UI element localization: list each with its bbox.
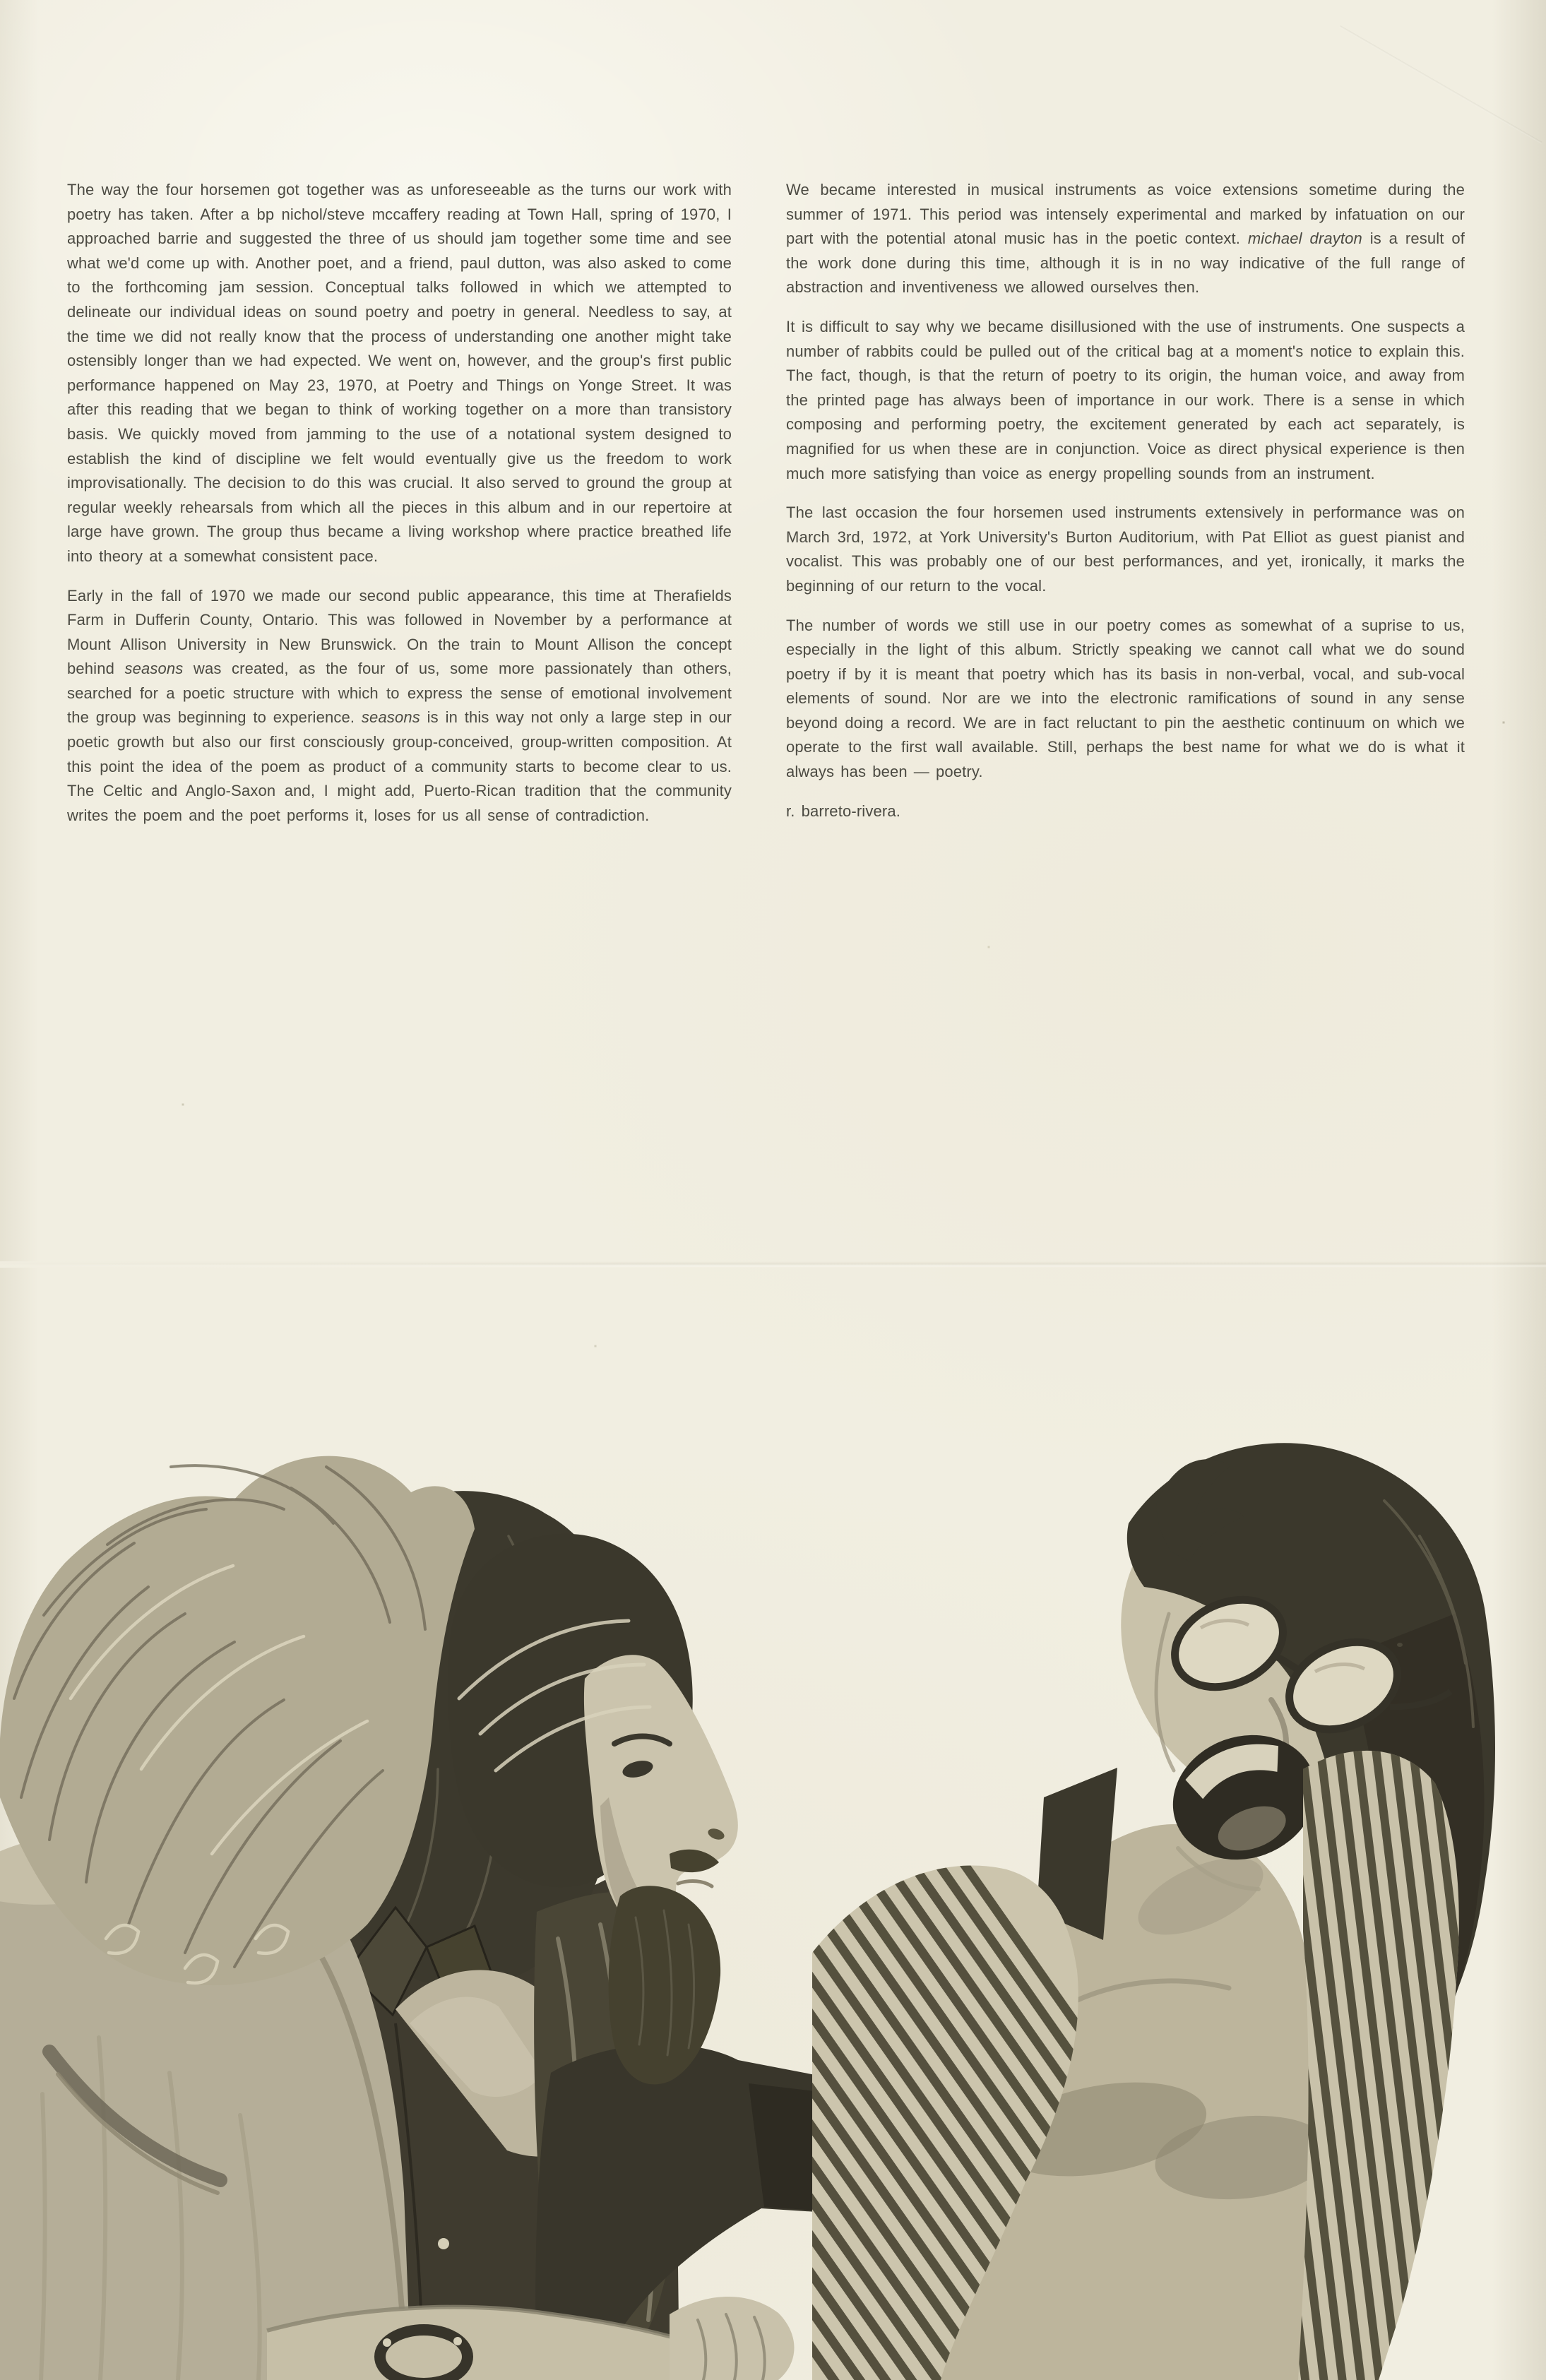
paper-specks <box>0 0 1 1</box>
text-run: is in this way not only a large step in our poetic growth but also our first consciously group-conceived, group-written composition. At this point the idea of the poem as product of a community starts to become clear to us. The Celtic and Anglo-Saxon and, I might add, Puerto-Rican tradition that the community writes the poem and the poet performs it, loses for us all sense of contradiction. <box>67 708 732 824</box>
italic-text-run: seasons <box>124 660 184 678</box>
paragraph <box>67 584 732 828</box>
text-run: The way the four horsemen got together was as unforeseeable as the turns our work with poetry has taken. After a bp nichol/steve mccaffery reading at Town Hall, spring of 1970, I approached barrie and suggested the three of us should jam together some time and see what we'd come up with. Another poet, and a friend, paul dutton, was also asked to come to the forthcoming jam session. Conceptual talks followed in which we attempted to delineate our individual ideas on sound poetry and poetry in general. Needless to say, at the time we did not really know that the process of understanding one another might take ostensibly longer than we had expected. We went on, however, and the group's first public performance happened on May 23, 1970, at Poetry and Things on Yonge Street. It was after this reading that we began to think of working together on a more than transistory basis. We quickly moved from jamming to the use of a notational system designed to establish the kind of discipline we felt would eventually give us the freedom to work improvisationally. The decision to do this was crucial. It also served to ground the group at regular weekly rehearsals from which all the pieces in this album and in our repertoire at large have grown. The group thus became a living workshop where practice breathed life into theory at a somewhat consistent pace. <box>67 181 732 565</box>
group-photograph <box>0 1402 1546 2380</box>
text-run: is a result of the work done during this time, although it is in no way indicative of the full range of abstraction and inventiveness we allowed ourselves then. <box>786 230 1465 297</box>
italic-text-run: seasons <box>361 708 420 727</box>
corner-crease <box>1340 25 1542 144</box>
paragraph <box>786 315 1465 486</box>
text-run: was created, as the four of us, some more passionately than others, searched for a poetic structure with which to express the sense of emotional involvement the group was beginning to experience. <box>67 660 732 727</box>
fold-crease-fade <box>0 1261 636 1268</box>
text-run: The number of words we still use in our poetry comes as somewhat of a suprise to us, especially in the light of this album. Strictly speaking we cannot call what we do sound poetry if by it is meant that poetry which has its basis in non-verbal, vocal, and sub-vocal elements of sound. Nor are we into the electronic ramifications of sound in any sense beyond doing a record. We are in fact reluctant to pin the aesthetic continuum on which we operate to the first wall available. Still, perhaps the best name for what we do is what it always has been — poetry. <box>786 616 1465 781</box>
paragraph <box>786 614 1465 785</box>
paragraph <box>786 501 1465 598</box>
text-run: The last occasion the four horsemen used instruments extensively in performance was on March 3rd, 1972, at York University's Burton Auditorium, with Pat Elliot as guest pianist and vocalist. This was probably one of our best performances, and yet, ironically, it marks the beginning of our return to the vocal. <box>786 504 1465 595</box>
ink-fleck <box>1397 1643 1403 1647</box>
text-run: It is difficult to say why we became disillusioned with the use of instruments. One suspects a number of rabbits could be pulled out of the critical bag at a moment's notice to explain this. The fact, though, is that the return of poetry to its origin, the human voice, and away from the printed page has always been of importance in our work. There is a sense in which composing and performing poetry, the excitement generated by each act separately, is magnified for us when these are in conjunction. Voice as direct physical experience is then much more satisfying than voice as energy propelling sounds from an instrument. <box>786 317 1465 482</box>
paragraph <box>786 178 1465 300</box>
text-run: We became interested in musical instruments as voice extensions sometime during the summer of 1971. This period was intensely experimental and marked by infatuation on our part with the potential atonal music has in the poetic context. <box>786 181 1465 248</box>
right-text-column <box>786 178 1465 838</box>
paragraph <box>67 178 732 569</box>
left-text-column <box>67 178 732 843</box>
italic-text-run: michael drayton <box>1247 230 1362 248</box>
signature: r. barreto-rivera. <box>786 802 900 820</box>
text-run: Early in the fall of 1970 we made our second public appearance, this time at Therafields Farm in Dufferin County, Ontario. This was followed in November by a performance at Mount Allison University in New Brunswick. On the train to Mount Allison the concept behind <box>67 586 732 678</box>
